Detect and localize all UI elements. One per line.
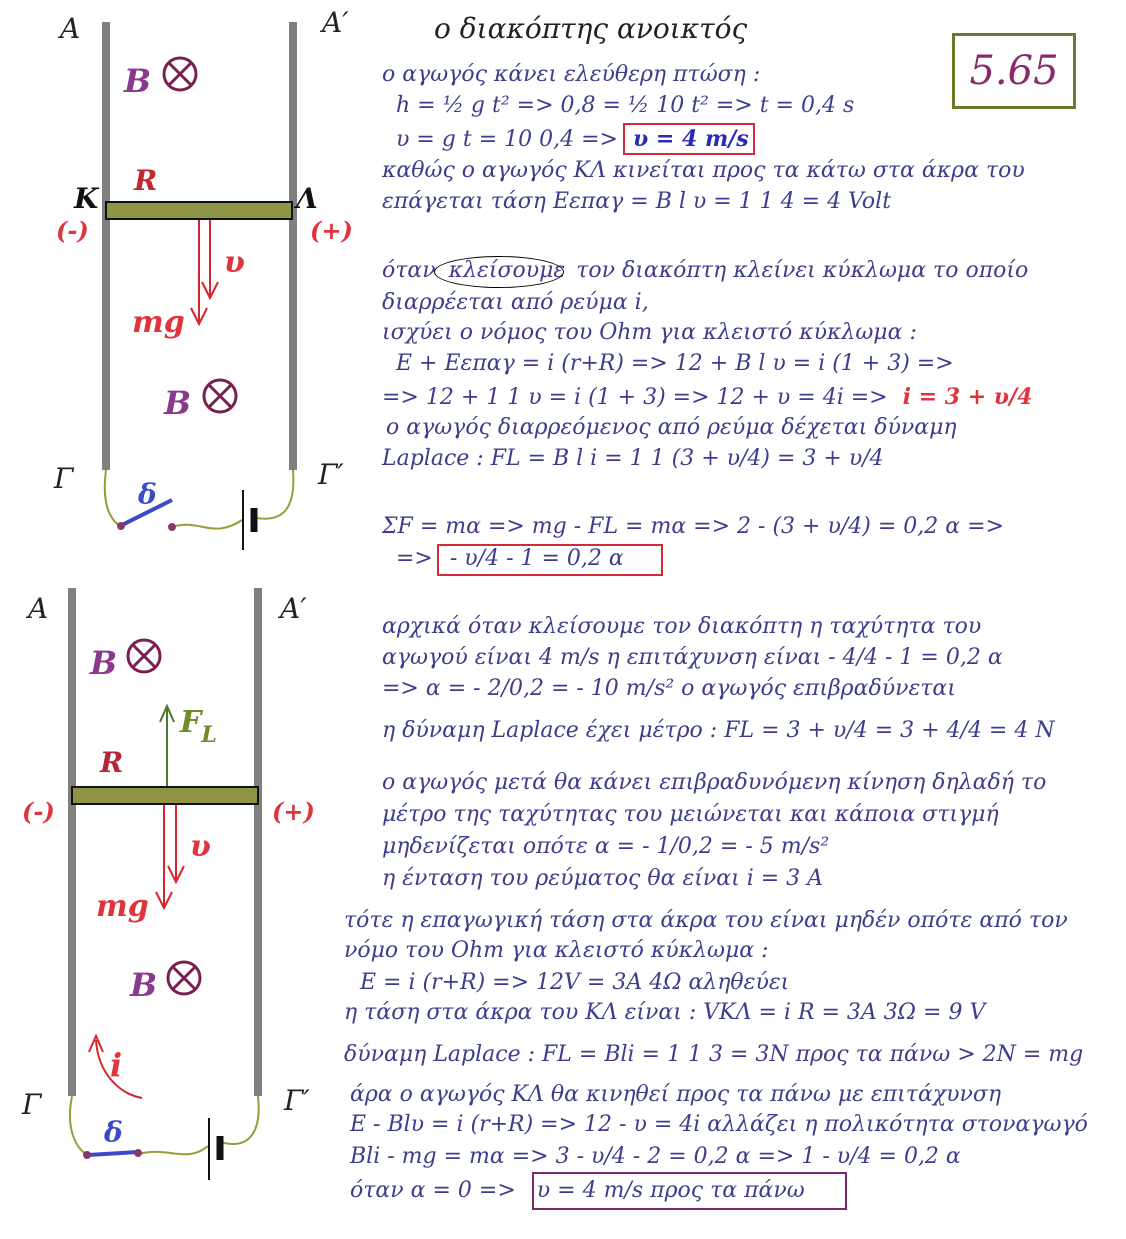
solution-text: => [396, 546, 433, 571]
solution-text: όταν α = 0 => [350, 1178, 516, 1203]
label-b-lower: Β [130, 966, 158, 1004]
solution-line: αγωγού είναι 4 m/s η επιτάχυνση είναι - 4/4 - 1 = 0,2 α [382, 645, 1003, 670]
laplace-force-arrow [160, 706, 174, 788]
label-a: Α [60, 12, 81, 45]
solution-text: τον διακόπτη κλείνει κύκλωμα το οποίο [576, 258, 1029, 283]
bottom-circuit-diagram [0, 580, 340, 1220]
label-k: Κ [74, 182, 99, 215]
label-plus: (+) [310, 216, 353, 245]
solution-line: ο αγωγός μετά θα κάνει επιβραδυνόμενη κίνηση δηλαδή το [382, 770, 1047, 795]
label-mg: mg [96, 889, 149, 924]
label-v: υ [224, 245, 245, 280]
result-highlight-box [437, 544, 663, 576]
solution-line: ο αγωγός διαρρεόμενος από ρεύμα δέχεται δύναμη [386, 415, 957, 440]
solution-line: νόμο του Ohm για κλειστό κύκλωμα : [344, 938, 769, 963]
field-into-page-icon [164, 58, 196, 90]
label-g: Γ [22, 1088, 42, 1121]
solution-line: Bli - mg = mα => 3 - υ/4 - 2 = 0,2 α => 1 - υ/4 = 0,2 α [350, 1144, 961, 1169]
solution-line [382, 382, 1032, 413]
top-circuit-diagram [0, 0, 360, 580]
solution-line: ο αγωγός κάνει ελεύθερη πτώση : [382, 62, 761, 87]
solution-line: μέτρο της ταχύτητας του μειώνεται και κάποια στιγμή [382, 802, 999, 827]
solution-text: => 12 + 1 1 υ = i (1 + 3) => 12 + υ = 4i => [382, 385, 888, 410]
label-minus: (-) [56, 216, 89, 245]
weight-arrow [156, 805, 172, 908]
solution-line: διαρρέεται από ρεύμα i, [382, 290, 649, 315]
circled-word-outline [434, 256, 564, 288]
label-fl: $F_L$ [180, 705, 217, 748]
label-g: Γ [54, 462, 74, 495]
circuit-wire [70, 1096, 86, 1154]
solution-line: δύναμη Laplace : FL = Bli = 1 1 3 = 3N προς τα πάνω > 2N = mg [344, 1042, 1084, 1067]
label-mg: mg [132, 305, 185, 340]
label-fl-subscript: L [201, 722, 217, 748]
result-acceleration: - υ/4 - 1 = 0,2 α [449, 546, 624, 571]
solution-line: η δύναμη Laplace έχει μέτρο : FL = 3 + υ/4 = 3 + 4/4 = 4 N [382, 718, 1055, 743]
circuit-wire [138, 1096, 259, 1154]
solution-line: Laplace : FL = B l i = 1 1 (3 + υ/4) = 3 + υ/4 [382, 446, 884, 471]
label-g-prime: Γ′ [284, 1084, 310, 1117]
label-delta: δ [138, 478, 157, 511]
field-into-page-icon [168, 962, 200, 994]
solution-line: E - Blυ = i (r+R) => 12 - υ = 4i αλλάζει η πολικότητα στοναγωγό [350, 1112, 1088, 1137]
solution-line: ισχύει ο νόμος του Ohm για κλειστό κύκλωμα : [382, 320, 917, 345]
label-plus: (+) [272, 797, 315, 826]
conductor-rod [72, 787, 258, 804]
label-a: Α [28, 592, 49, 625]
switch-closed-icon [83, 1149, 142, 1159]
label-b-upper: Β [90, 644, 118, 682]
solution-line: αρχικά όταν κλείσουμε τον διακόπτη η ταχύτητα του [382, 614, 982, 639]
velocity-arrow [202, 220, 218, 298]
result-speed: υ = 4 m/s [632, 126, 749, 152]
circled-word: κλείσουμε [448, 258, 566, 283]
conductor-rod [106, 202, 292, 219]
solution-text: υ = g t = 10 0,4 => [396, 127, 618, 152]
circuit-wire [105, 470, 120, 526]
solution-line: η τάση στα άκρα του ΚΛ είναι : VΚΛ = i R = 3A 3Ω = 9 V [344, 1000, 986, 1025]
solution-line: => α = - 2/0,2 = - 10 m/s² ο αγωγός επιβραδύνεται [382, 676, 956, 701]
solution-line: ΣF = mα => mg - FL = mα => 2 - (3 + υ/4) = 0,2 α => [382, 514, 1004, 539]
solution-line: μηδενίζεται οπότε α = - 1/0,2 = - 5 m/s² [382, 834, 830, 859]
label-b-upper: Β [124, 62, 152, 100]
field-into-page-icon [128, 640, 160, 672]
label-minus: (-) [22, 797, 55, 826]
solution-line: τότε η επαγωγική τάση στα άκρα του είναι μηδέν οπότε από τον [344, 908, 1068, 933]
solution-line: η ένταση του ρεύματος θα είναι i = 3 A [382, 866, 824, 891]
label-g-prime: Γ′ [318, 458, 344, 491]
solution-line: άρα ο αγωγός ΚΛ θα κινηθεί προς τα πάνω με επιτάχυνση [350, 1082, 1002, 1107]
solution-text: όταν [382, 258, 436, 283]
result-highlight-box [623, 123, 755, 155]
label-r: R [134, 164, 158, 197]
field-into-page-icon [204, 380, 236, 412]
battery-icon [209, 1118, 220, 1180]
label-r: R [100, 746, 124, 779]
label-v: υ [190, 829, 211, 864]
label-i: i [110, 1046, 123, 1084]
solution-line: E + Eεπαγ = i (r+R) => 12 + B l υ = i (1 + 3) => [396, 351, 954, 376]
battery-icon [243, 490, 254, 550]
solution-line: h = ½ g t² => 0,8 = ½ 10 t² => t = 0,4 s [396, 93, 855, 118]
heading: ο διακόπτης ανοικτός [434, 12, 748, 45]
problem-number: 5.65 [952, 33, 1076, 109]
label-l: Λ [296, 182, 318, 215]
solution-line: καθώς ο αγωγός ΚΛ κινείται προς τα κάτω στα άκρα του [382, 158, 1025, 183]
solution-line: επάγεται τάση Eεπαγ = B l υ = 1 1 4 = 4 Volt [382, 189, 892, 214]
result-current: i = 3 + υ/4 [902, 384, 1033, 410]
circuit-wire [172, 470, 293, 529]
label-delta: δ [104, 1116, 123, 1149]
velocity-arrow [168, 805, 184, 882]
label-b-lower: Β [164, 384, 192, 422]
weight-arrow [191, 220, 207, 324]
solution-line: E = i (r+R) => 12V = 3A 4Ω αληθεύει [360, 970, 790, 995]
label-a-prime: Α′ [322, 6, 349, 39]
result-final-speed: υ = 4 m/s προς τα πάνω [536, 1178, 805, 1203]
result-highlight-box [532, 1172, 847, 1210]
label-a-prime: Α′ [280, 592, 307, 625]
